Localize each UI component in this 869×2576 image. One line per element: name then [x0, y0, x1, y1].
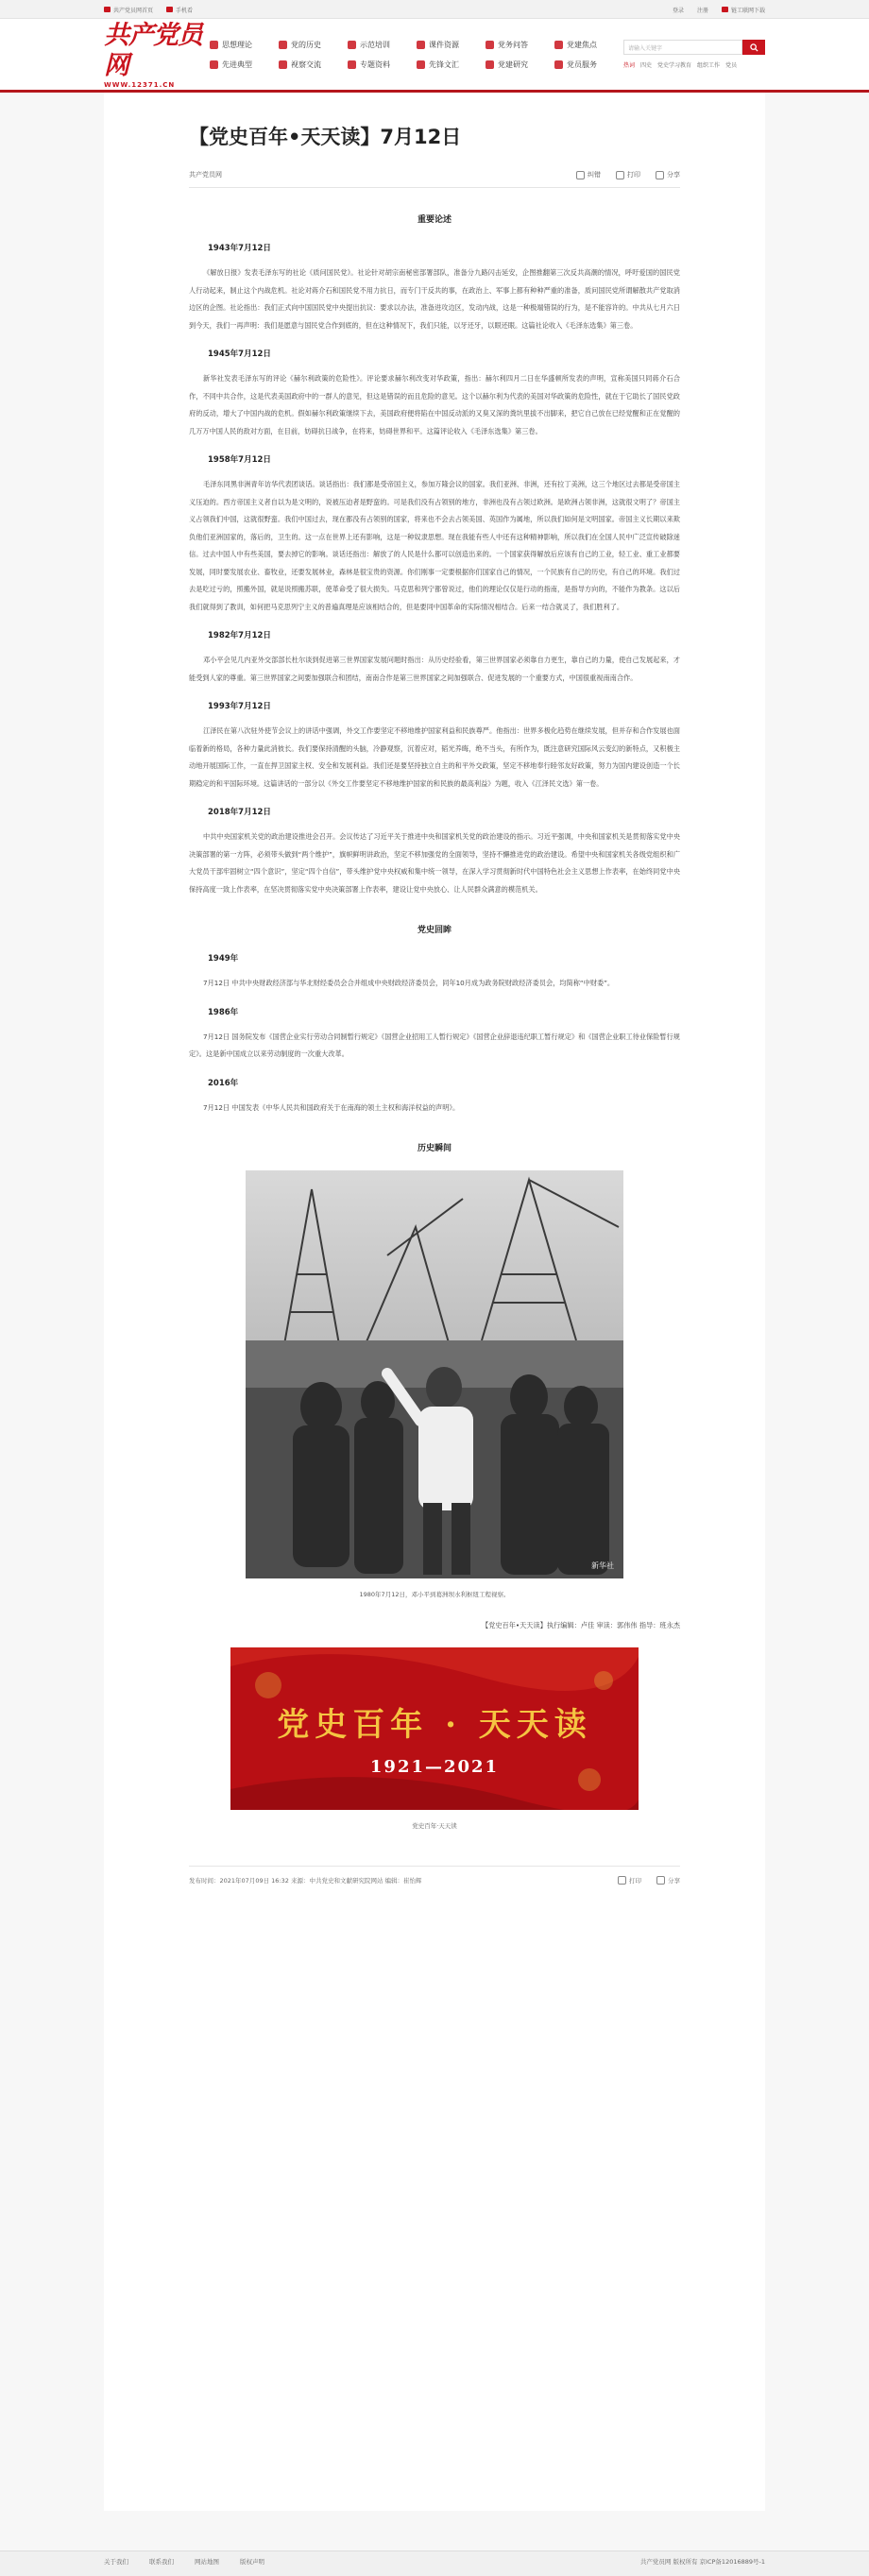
entry-text: 毛泽东同黑非洲青年访华代表团谈话。谈话指出：我们都是受帝国主义，参加万隆会议的国家。我们亚洲、非洲，还有拉丁美洲，这三个地区过去都是受帝国主义压迫的。西方帝国主义者自以为是文明的，说被压迫者是野蛮的。可是我们没有占领别的地方，非洲也没有占领过欧洲。是欧洲占领非洲，这就很文明了？帝国主义占领我们中国，这就很野蛮。我们中国过去，现在都没有占领别的国家，将来也不会去占领美国、英国作为属地，所以我们如何是文明国家。帝国主义长期以来欺负他们亚洲国家的，落后的，卫生的。这一点在世界上还有影响，这是一种奴隶思想。现在我能有些人中还有这种精神影响，所以我们在全国人民中广泛宣传破除迷信。过去中国人中有些美国，要去掉它的影响。谈话还指出：解放了的人民是什么都可以创造出来的。一个国家获得解放后应该有自己的工业，轻工业、重工业都要发展，同时要发展农业、畜牧业，还要发展林业，森林是很宝贵的资源。你们刚事一定要根据你们国家自己的情况，一个民族有自己的历史，有自己的环境。我们过去是吃过亏的，照搬外国，就是说照搬苏联，使革命受了很大损失。马克思和列宁都曾说过，他们的理论仅仅是行动的指南，是指导方向的，不能作为教条。这以后我们就得到了教训，如何把马克思列宁主义的普遍真理是应该相结合的，但是要同中国革命的实际情况相结合。后来一结合就灵了，我们胜利了。	[189, 480, 680, 611]
print-button-bottom[interactable]: 打印	[618, 1876, 641, 1885]
nav-icon	[554, 41, 563, 49]
nav-item[interactable]: 思想理论	[210, 40, 279, 50]
footer-link[interactable]: 关于我们	[104, 2557, 128, 2566]
section-heading: 重要论述	[417, 215, 452, 225]
section-heading: 历史瞬间	[417, 1144, 452, 1153]
app-download-link[interactable]: 链工联网下载	[722, 6, 765, 14]
hot-word[interactable]: 组织工作	[697, 62, 721, 69]
main-nav	[210, 40, 623, 70]
publish-info: 发布时间：2021年07月09日 16:32 来源：中共党史和文献研究院网站 编辑：崔怡辉	[189, 1877, 422, 1885]
article-footer-meta	[189, 1866, 680, 1885]
nav-item[interactable]: 课件资源	[417, 40, 486, 50]
nav-icon	[486, 60, 494, 69]
edit-icon	[576, 171, 585, 179]
report-error-button[interactable]: 纠错	[576, 170, 601, 179]
nav-icon	[417, 41, 425, 49]
nav-item[interactable]: 党建研究	[486, 60, 554, 70]
search-area	[623, 40, 765, 69]
site-header	[0, 19, 869, 93]
nav-icon	[554, 60, 563, 69]
nav-item[interactable]: 先进典型	[210, 60, 279, 70]
entry-date: 1993年7月12日	[208, 702, 271, 711]
nav-icon	[348, 60, 356, 69]
event-year: 1986年	[208, 1007, 239, 1017]
nav-icon	[279, 60, 287, 69]
phone-icon	[166, 7, 173, 12]
article-page	[104, 93, 765, 2511]
entry-date: 1945年7月12日	[208, 350, 271, 359]
nav-item[interactable]: 示范培训	[348, 40, 417, 50]
search-icon	[750, 43, 758, 52]
historical-photo	[246, 1170, 623, 1578]
nav-icon	[486, 41, 494, 49]
copyright: 共产党员网 版权所有 京ICP备12016889号-1	[639, 2557, 765, 2566]
nav-item[interactable]: 先锋文汇	[417, 60, 486, 70]
nav-icon	[417, 60, 425, 69]
series-banner	[230, 1647, 639, 1810]
article	[189, 123, 680, 1885]
event-year: 2016年	[208, 1078, 239, 1088]
share-button[interactable]: 分享	[656, 170, 680, 179]
entry-date: 2018年7月12日	[208, 808, 271, 817]
hot-word[interactable]: 党员	[725, 62, 738, 69]
banner-title: 党史百年 · 天天读	[277, 1706, 592, 1744]
hot-word[interactable]: 四史	[640, 62, 653, 69]
mobile-link[interactable]: 手机看	[166, 6, 193, 14]
home-icon	[104, 7, 111, 12]
hot-words: 热词 四史 党史学习教育 组织工作 党员	[623, 62, 738, 69]
footer-link[interactable]: 联系我们	[149, 2557, 174, 2566]
nav-item[interactable]: 党务问答	[486, 40, 554, 50]
event-year: 1949年	[208, 954, 239, 964]
entry-date: 1958年7月12日	[208, 455, 271, 465]
site-logo[interactable]: 共产党员网 WWW.12371.CN	[104, 20, 202, 89]
entry-text: 新华社发表毛泽东写的评论《赫尔利政策的危险性》。评论要求赫尔利改变对华政策，指出：赫尔利四月二日在华盛顿所发表的声明，宣称美国只同蒋介石合作，不同中共合作，这是代表美国政府中的一群人的意见，但这是错误的而且危险的意见。这个以赫尔利为代表的美国对华政策的危险性，就在于它助长了国民党政府的反动，增大了中国内战的危机。假如赫尔利政策继续下去，美国政府便将陷在中国反动派的又臭又深的粪坑里拔不出脚来，把它自己放在已经觉醒和正在觉醒的几万万中国人民的敌对方面，在目前，妨碍抗日战争，在将来，妨碍世界和平。这篇评论收入《毛泽东选集》第三卷。	[189, 374, 680, 435]
banner-years: 1921—2021	[369, 1757, 500, 1777]
share-icon	[656, 171, 664, 179]
nav-item[interactable]: 党建焦点	[554, 40, 623, 50]
share-button-bottom[interactable]: 分享	[656, 1876, 680, 1885]
nav-item[interactable]: 党的历史	[279, 40, 348, 50]
nav-item[interactable]: 视察交流	[279, 60, 348, 70]
photo-watermark: 新华社	[591, 1561, 614, 1570]
footer-link[interactable]: 网站地图	[195, 2557, 219, 2566]
event-text: 7月12日 中国发表《中华人民共和国政府关于在南海的领土主权和海洋权益的声明》。	[203, 1102, 460, 1112]
search-button[interactable]	[742, 40, 765, 55]
home-link[interactable]: 共产党员网首页	[104, 6, 153, 14]
top-utility-bar	[0, 0, 869, 19]
banner-caption: 党史百年·天天读	[412, 1822, 457, 1830]
article-meta	[189, 170, 680, 188]
entry-text: 邓小平会见几内亚外交部部长杜尔谈到促进第三世界国家发展问题时指出：从历史经验看，第三世界国家必须靠自力更生，靠自己的力量，使自己发展起来，才能受到人家的尊重。第三世界国家之间要加强联合和团结，南南合作是第三世界国家之间加强联合、促进发展的一个重要方式，中国很重视南南合作。	[189, 656, 680, 682]
hot-word[interactable]: 党史学习教育	[657, 62, 692, 69]
nav-icon	[210, 41, 218, 49]
login-link[interactable]: 登录	[672, 7, 684, 14]
entry-text: 中共中央国家机关党的政治建设推进会召开。会议传达了习近平关于推进中央和国家机关党的政治建设的指示。习近平强调，中央和国家机关是贯彻落实党中央决策部署的第一方阵，必须带头做到“两个维护”，旗帜鲜明讲政治，坚定不移加强党的全面领导，坚持不懈推进党的政治建设。希望中央和国家机关各级党组织和广大党员干部牢固树立“四个意识”，坚定“四个自信”，带头维护党中央权威和集中统一领导，在深入学习贯彻新时代中国特色社会主义思想上作表率，在始终同党中央保持高度一致上作表率，在坚决贯彻落实党中央决策部署上作表率，建设让党中央放心、让人民群众满意的模范机关。	[189, 832, 680, 894]
download-icon	[722, 7, 728, 12]
event-text: 7月12日 中共中央财政经济部与华北财经委员会合并组成中央财政经济委员会，同年10月成为政务院财政经济委员会，均简称“中财委”。	[203, 979, 615, 987]
nav-icon	[348, 41, 356, 49]
entry-text: 江泽民在第八次驻外使节会议上的讲话中强调，外交工作要坚定不移地维护国家利益和民族尊严。他指出：世界多极化趋势在继续发展，但并存和合作发展也面临着新的格局，各种力量此消彼长。我们要保持清醒的头脑，冷静观察，沉着应对，韬光养晦，绝不当头，有所作为，既注意研究国际风云变幻的新特点，又积极主动地开展国际工作，一直在捍卫国家主权、安全和发展利益。我们还是要坚持独立自主的和平外交政策，坚定不移地奉行睦邻友好政策，努力为国内建设创造一个长期稳定的和平国际环境。这篇讲话的一部分以《外交工作要坚定不移地维护国家的和民族的最高利益》为题，收入《江泽民文选》第一卷。	[189, 726, 680, 788]
nav-icon	[210, 60, 218, 69]
event-text: 7月12日 国务院发布《国营企业实行劳动合同制暂行规定》《国营企业招用工人暂行规定》《国营企业辞退违纪职工暂行规定》和《国营企业职工待业保险暂行规定》。这是新中国成立以来劳动制度的一次重大改革。	[189, 1032, 680, 1058]
search-input[interactable]: 请输入关键字	[623, 40, 742, 55]
section-heading: 党史回眸	[417, 926, 452, 935]
photo-caption: 1980年7月12日，邓小平到葛洲坝水利枢纽工程视察。	[359, 1591, 510, 1598]
print-icon	[618, 1876, 626, 1885]
nav-item[interactable]: 党员服务	[554, 60, 623, 70]
entry-text: 《解放日报》发表毛泽东写的社论《质问国民党》。社论针对胡宗南秘密部署部队，准备分九路闪击延安，企图推翻第三次反共高潮的情况，呼吁爱国的国民党人行动起来，制止这个内战危机。社论对蒋介石和国民党不用力抗日，而专门干反共的事，在政治上、军事上都有种种严重的准备，质问国民党所谓解散共产党取消边区的企图。社论指出：我们正式向中国国民党中央提出抗议：要求以办法，准备进攻边区，发动内战，这是一种极端错误的行为，是不能容许的。中共从七月六日到今天，我们一再声明：我们是愿意与国民党合作到底的，但在这种情况下，我们只能，以牙还牙，以眼还眼。这篇社论收入《毛泽东选集》第三卷。	[189, 268, 680, 330]
print-button[interactable]: 打印	[616, 170, 640, 179]
nav-item[interactable]: 专题资料	[348, 60, 417, 70]
page-title: 【党史百年•天天读】7月12日	[189, 126, 462, 148]
footer-link[interactable]: 版权声明	[240, 2557, 264, 2566]
print-icon	[616, 171, 624, 179]
register-link[interactable]: 注册	[696, 7, 708, 14]
editor-credit: 【党史百年•天天读】执行编辑：卢佳 审读：郭伟伟 指导：班永杰	[481, 1621, 680, 1629]
photo-scene	[246, 1170, 623, 1578]
entry-date: 1982年7月12日	[208, 631, 271, 640]
article-source: 共产党员网	[189, 171, 222, 179]
site-footer	[0, 2550, 869, 2576]
share-icon	[656, 1876, 665, 1885]
nav-icon	[279, 41, 287, 49]
entry-date: 1943年7月12日	[208, 244, 271, 253]
